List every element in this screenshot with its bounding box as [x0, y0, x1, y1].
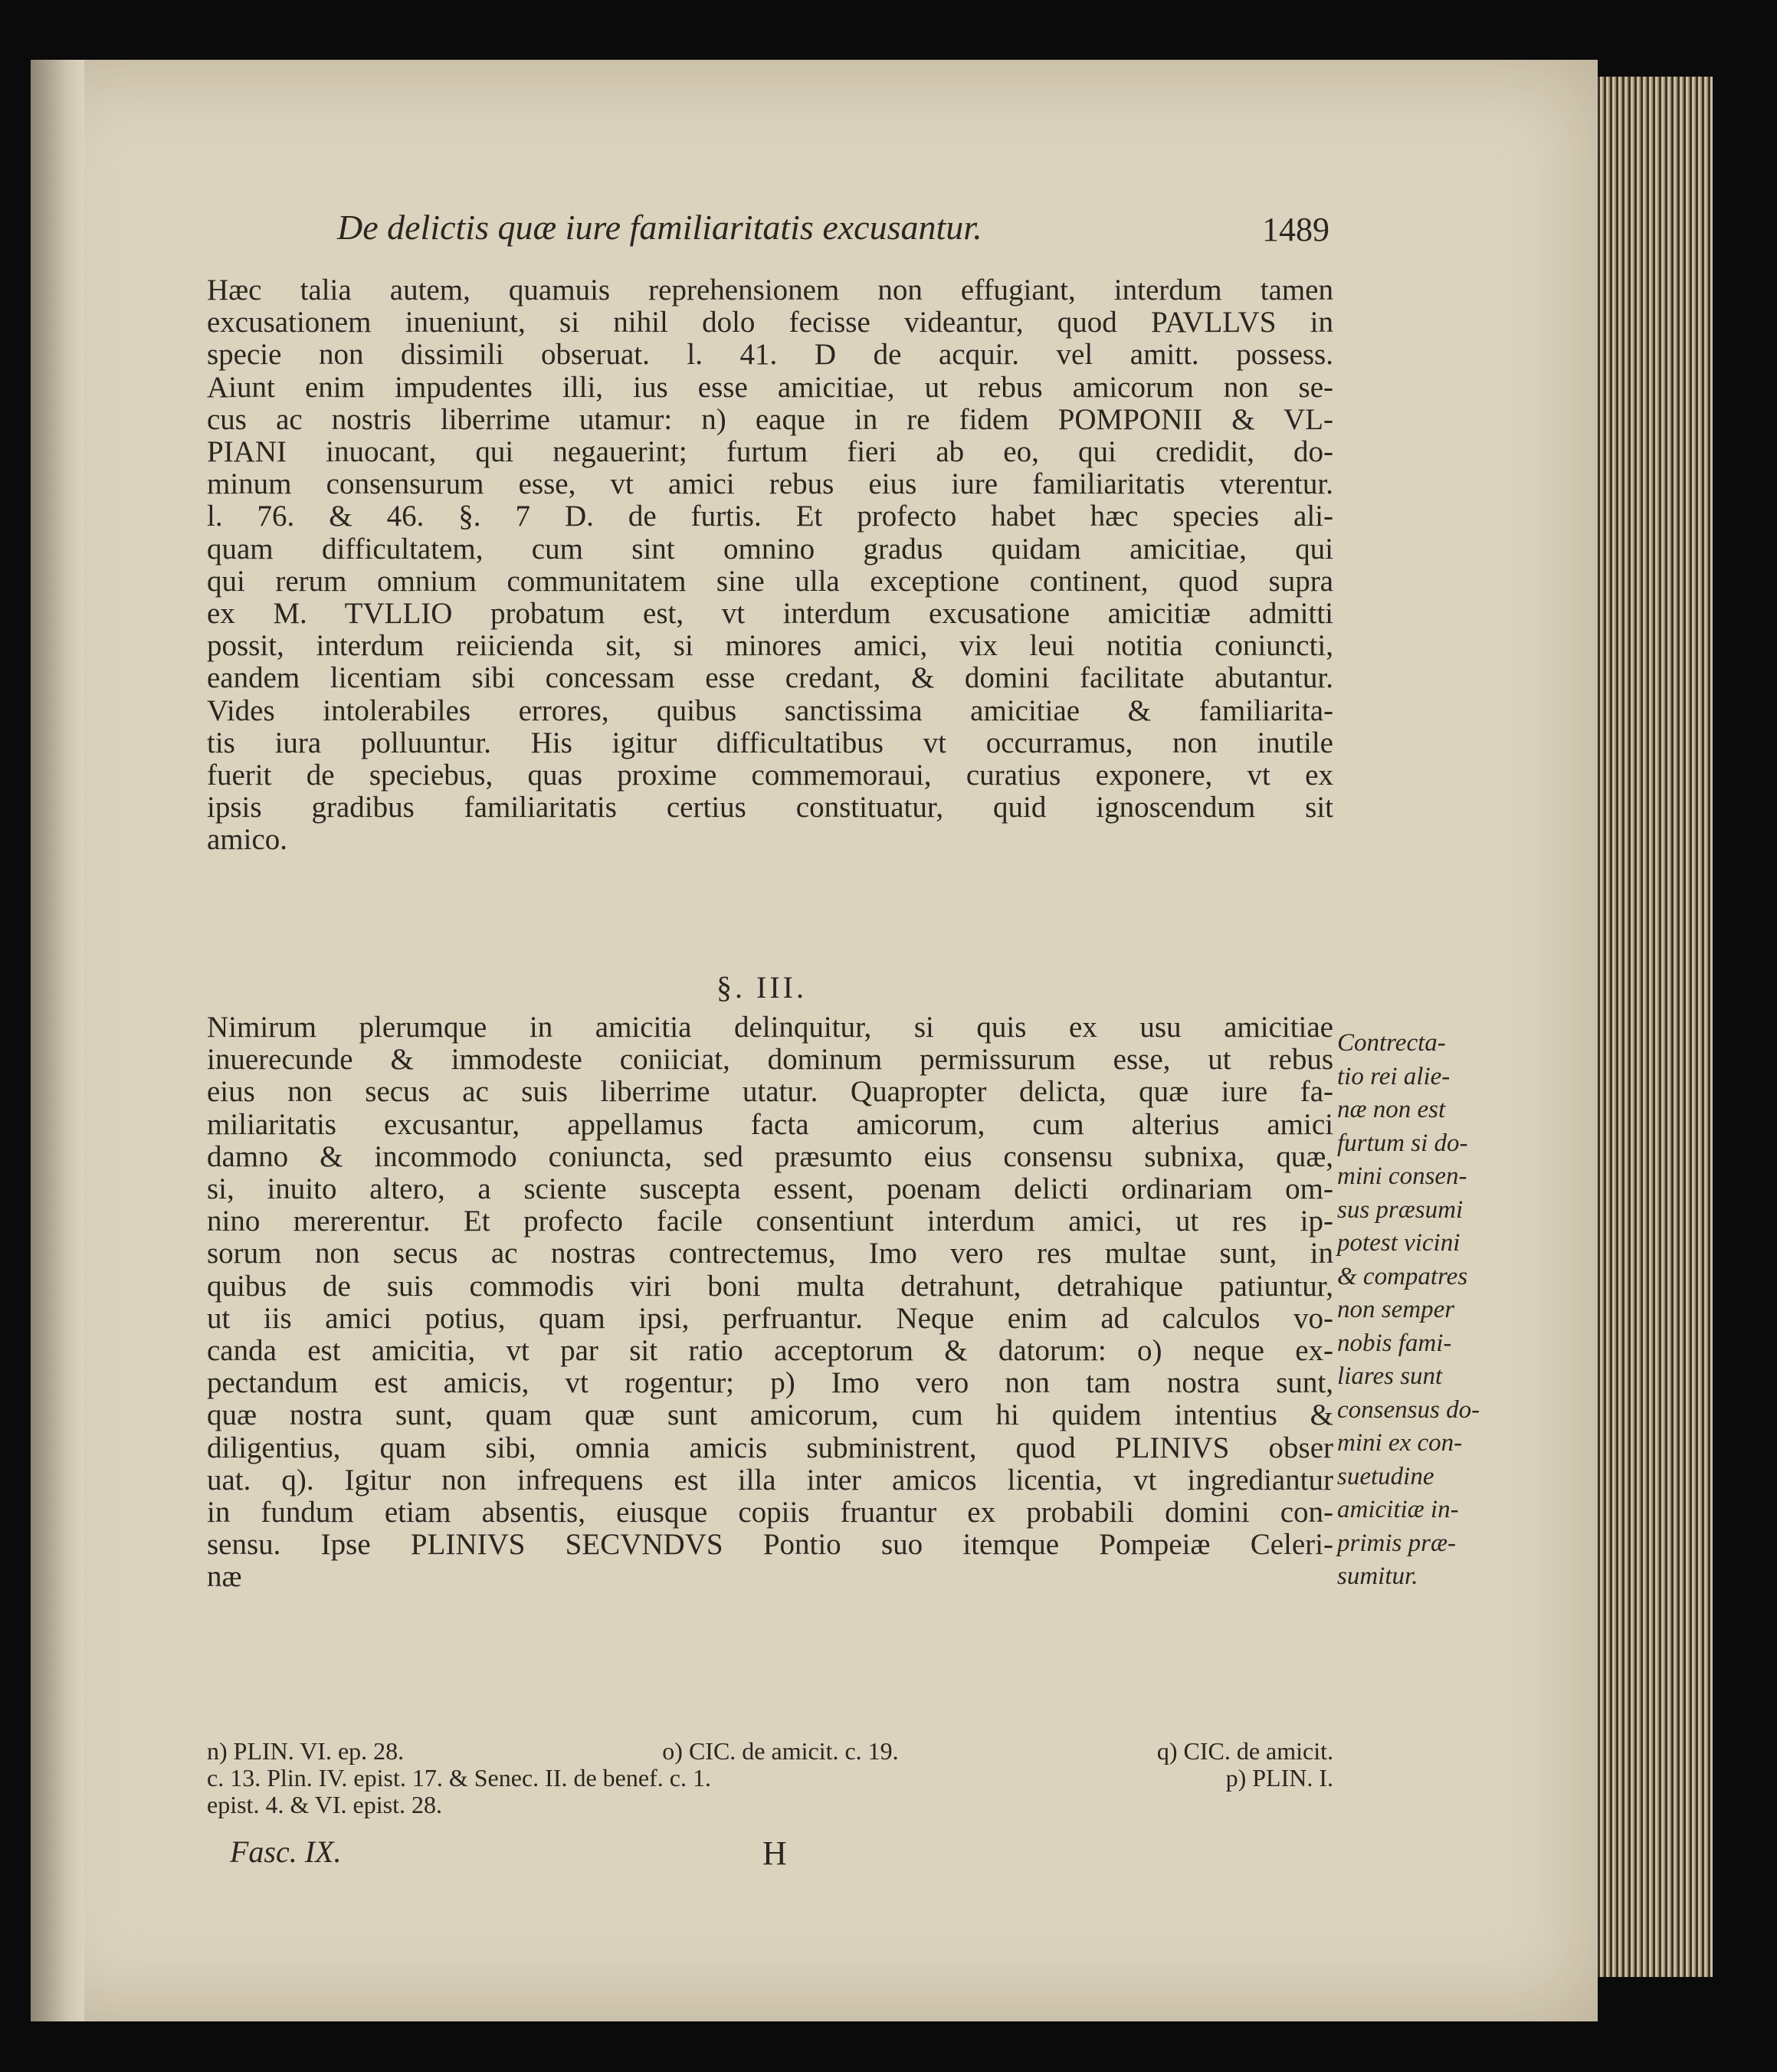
binding-gutter: [31, 60, 84, 2021]
text-line: nino mererentur. Et profecto facile consentiunt interdum amici, ut res ip-: [207, 1205, 1333, 1238]
margin-note-line: suetudine: [1337, 1462, 1434, 1490]
text-line: miliaritatis excusantur, appellamus facta amicorum, cum alterius amici: [207, 1108, 1333, 1141]
footnote-line-1: [207, 1738, 1333, 1765]
paragraph-2: [207, 1011, 1333, 1594]
signature: Fasc. IX.: [230, 1834, 342, 1869]
footnote-line-3: [207, 1792, 1333, 1818]
text-line: eandem licentiam sibi concessam esse credant, & domini facilitate abutantur.: [207, 662, 1333, 695]
signature-mark: H: [762, 1834, 787, 1872]
margin-note-line: furtum si do-: [1337, 1129, 1468, 1157]
text-line: in fundum etiam absentis, eiusque copiis fruantur ex probabili domini con-: [207, 1497, 1333, 1529]
footnote-o: o) CIC. de amicit. c. 19.: [662, 1737, 899, 1765]
margin-note-line: tio rei alie-: [1337, 1062, 1451, 1090]
margin-note-line: & compatres: [1337, 1262, 1468, 1290]
footnote-line-2: [207, 1765, 1333, 1792]
running-header: [337, 207, 1329, 253]
text-line: sensu. Ipse PLINIVS SECVNDVS Pontio suo itemque Pompeiæ Celeri-: [207, 1529, 1333, 1562]
footnote-n-cont: c. 13. Plin. IV. epist. 17. & Senec. II. de benef. c. 1.: [207, 1764, 711, 1792]
footnote-q: q) CIC. de amicit.: [1156, 1737, 1333, 1765]
text-line: Vides intolerabiles errores, quibus sanctissima amicitiae & familiarita-: [207, 694, 1333, 727]
text-line: diligentius, quam sibi, omnia amicis subministrent, quod PLINIVS obser: [207, 1431, 1333, 1464]
text-line: si, inuito altero, a sciente suscepta essent, poenam delicti ordinariam om-: [207, 1173, 1333, 1206]
margin-note-line: nobis fami-: [1337, 1329, 1452, 1357]
text-line: sorum non secus ac nostras contrectemus, Imo vero res multae sunt, in: [207, 1238, 1333, 1270]
text-line: inuerecunde & immodeste coniiciat, dominum permissurum esse, ut rebus: [207, 1044, 1333, 1077]
margin-note-line: liares sunt: [1337, 1362, 1443, 1390]
margin-note-line: amicitiæ in-: [1337, 1496, 1459, 1523]
text-line: fuerit de speciebus, quas proxime commemoraui, curatius exponere, vt ex: [207, 759, 1333, 792]
text-line: ex M. TVLLIO probatum est, vt interdum excusatione amicitiæ admitti: [207, 598, 1333, 631]
footnote-n-cont-2: epist. 4. & VI. epist. 28.: [207, 1791, 442, 1818]
margin-note-line: mini ex con-: [1337, 1429, 1463, 1457]
margin-note-line: potest vicini: [1337, 1229, 1461, 1257]
text-line: Hæc talia autem, quamuis reprehensionem non effugiant, interdum tamen: [207, 274, 1333, 307]
text-line: amico.: [207, 824, 288, 857]
text-line: qui rerum omnium communitatem sine ulla exceptione continent, quod supra: [207, 565, 1333, 598]
text-line: ipsis gradibus familiaritatis certius constituatur, quid ignoscendum sit: [207, 792, 1333, 825]
text-line: minum consensurum esse, vt amici rebus eius iure familiaritatis vterentur.: [207, 468, 1333, 501]
margin-note-line: sus præsumi: [1337, 1195, 1464, 1224]
text-line: quæ nostra sunt, quam quæ sunt amicorum, cum hi quidem intentius &: [207, 1399, 1333, 1432]
text-line: Aiunt enim impudentes illi, ius esse amicitiae, ut rebus amicorum non se-: [207, 371, 1333, 404]
footnote-p: p) PLIN. I.: [1225, 1764, 1333, 1792]
margin-note-line: non semper: [1337, 1296, 1455, 1323]
text-line: quam difficultatem, cum sint omnino gradus quidam amicitiae, qui: [207, 533, 1333, 566]
margin-note-line: næ non est: [1337, 1096, 1446, 1123]
text-line: specie non dissimili obseruat. l. 41. D de acquir. vel amitt. possess.: [207, 339, 1333, 372]
text-line: pectandum est amicis, vt rogentur; p) Imo vero non tam nostra sunt,: [207, 1367, 1333, 1400]
text-line: canda est amicitia, vt par sit ratio acceptorum & datorum: o) neque ex-: [207, 1335, 1333, 1368]
margin-note-line: mini consen-: [1337, 1162, 1467, 1190]
section-heading: §. III.: [716, 970, 807, 1005]
text-line: ut iis amici potius, quam ipsi, perfruantur. Neque enim ad calculos vo-: [207, 1302, 1333, 1335]
margin-note-line: consensus do-: [1337, 1395, 1480, 1424]
text-line: eius non secus ac suis liberrime utatur. Quapropter delicta, quæ iure fa-: [207, 1076, 1333, 1109]
text-line: damno & incommodo coniuncta, sed præsumto eius consensu subnixa, quæ,: [207, 1140, 1333, 1173]
margin-note-line: Contrecta-: [1337, 1029, 1446, 1057]
page-number: 1489: [1262, 211, 1329, 248]
text-line: excusationem inueniunt, si nihil dolo fecisse videantur, quod PAVLLVS in: [207, 307, 1333, 339]
text-line: quibus de suis commodis viri boni multa detrahunt, detrahique patiuntur,: [207, 1270, 1333, 1303]
header-title: De delictis quæ iure familiaritatis excusantur.: [337, 208, 982, 247]
text-line: tis iura polluuntur. His igitur difficultatibus vt occurramus, non inutile: [207, 726, 1333, 759]
footnote-n: n) PLIN. VI. ep. 28.: [207, 1737, 405, 1765]
text-line: possit, interdum reiicienda sit, si minores amici, vix leui notitia coniuncti,: [207, 630, 1333, 663]
text-line: cus ac nostris liberrime utamur: n) eaque in re fidem POMPONII & VL-: [207, 403, 1333, 436]
paragraph-1: [207, 274, 1333, 857]
footnotes: [207, 1738, 1333, 1818]
book-page-edges: [1598, 77, 1713, 1977]
text-line: l. 76. & 46. §. 7 D. de furtis. Et profecto habet hæc species ali-: [207, 500, 1333, 533]
text-line: PIANI inuocant, qui negauerint; furtum fieri ab eo, qui credidit, do-: [207, 436, 1333, 469]
margin-note-line: sumitur.: [1337, 1562, 1418, 1590]
margin-note: [1337, 1027, 1490, 1594]
text-line: næ: [207, 1561, 242, 1594]
text-line: Nimirum plerumque in amicitia delinquitur, si quis ex usu amicitiae: [207, 1011, 1333, 1044]
margin-note-line: primis præ-: [1337, 1529, 1456, 1557]
text-line: uat. q). Igitur non infrequens est illa inter amicos licentia, vt ingrediantur: [207, 1464, 1333, 1497]
